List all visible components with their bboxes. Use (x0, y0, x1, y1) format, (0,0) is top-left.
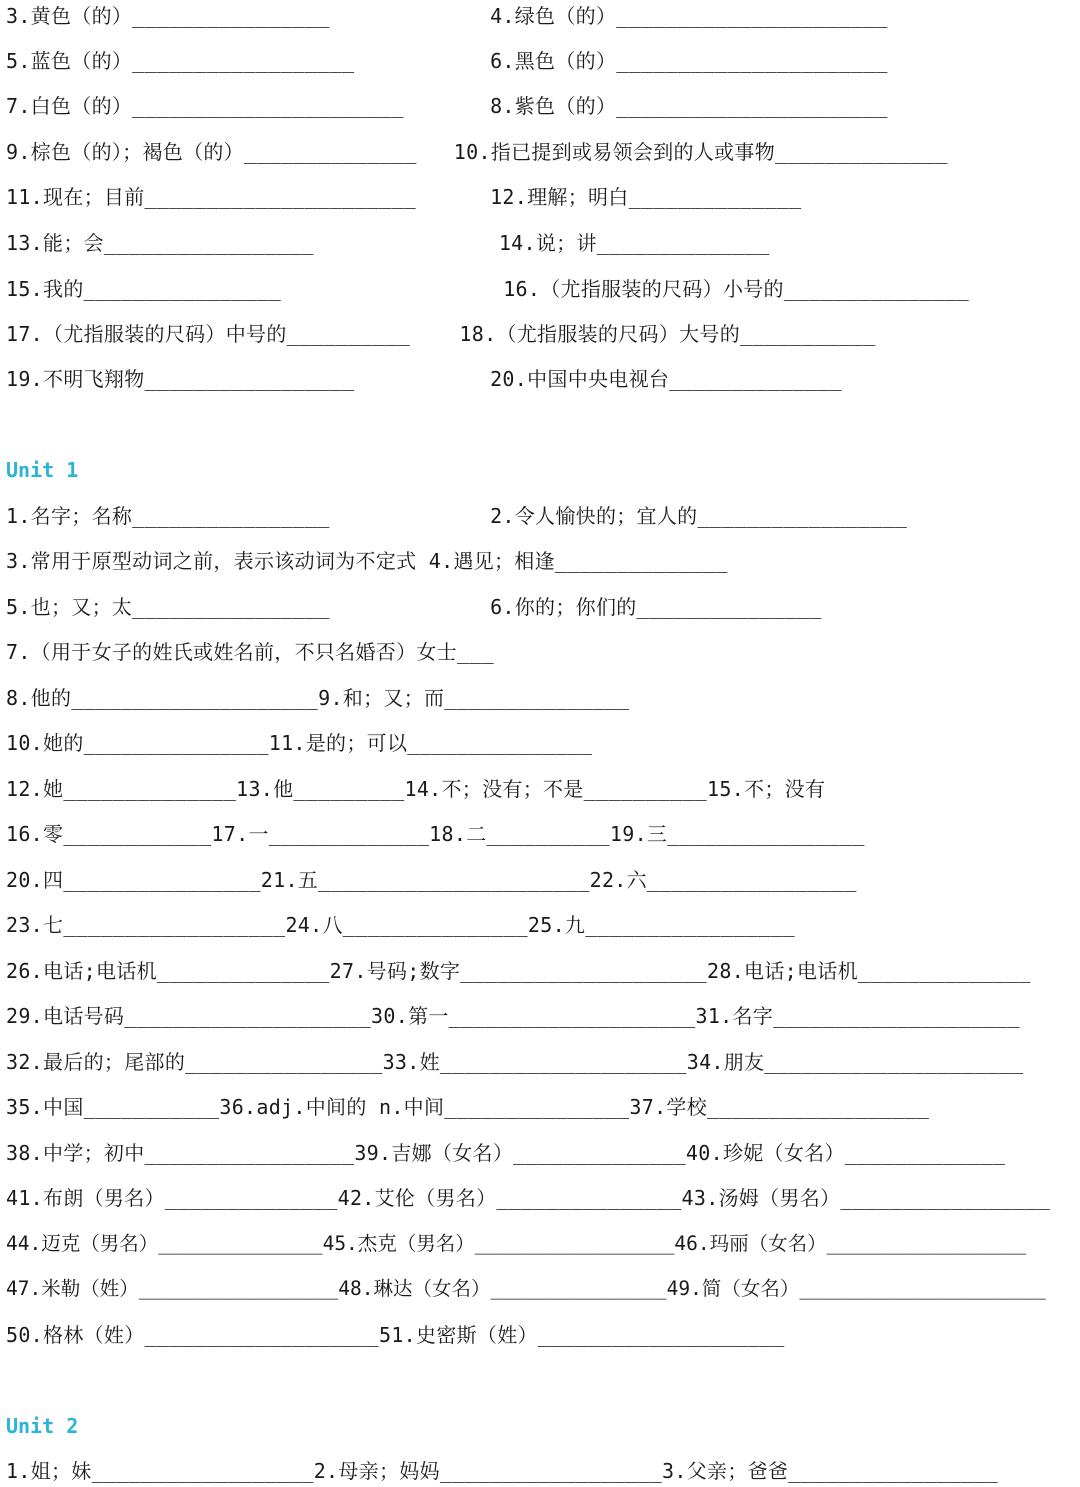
vocab-line: 20.四________________21.五______________________22.六_________________ (6, 868, 857, 892)
vocab-line: 35.中国___________36.adj.中间的 n.中间_______________37.学校__________________ (6, 1095, 930, 1119)
vocab-line: 41.布朗（男名）______________42.艾伦（男名）_______________43.汤姆（男名）_________________ (6, 1186, 1051, 1210)
vocab-line: 38.中学；初中_________________39.吉娜（女名）______________40.珍妮（女名）_____________ (6, 1141, 1006, 1165)
vocab-line: 7.（用于女子的姓氏或姓名前，不只名婚否）女士___ (6, 640, 495, 664)
vocab-line: 11.现在；目前______________________ 12.理解；明白______________ (6, 185, 802, 209)
vocab-line: 3.常用于原型动词之前，表示该动词为不定式 4.遇见；相逢______________ (6, 549, 728, 573)
vocab-line: 12.她______________13.他_________14.不；没有；不是__________15.不；没有 (6, 777, 826, 801)
vocab-line: 17.（尤指服装的尺码）中号的__________ 18.（尤指服装的尺码）大号的___________ (6, 322, 876, 346)
vocab-line: 29.电话号码____________________30.第一____________________31.名字____________________ (6, 1004, 1020, 1028)
vocab-line: 3.黄色（的）________________ 4.绿色（的）______________________ (6, 4, 888, 28)
vocab-line: 23.七__________________24.八_______________25.九_________________ (6, 913, 796, 937)
vocab-line: 26.电话;电话机______________27.号码;数字____________________28.电话;电话机______________ (6, 959, 1031, 983)
unit-1-heading: Unit 1 (6, 458, 79, 482)
vocab-line: 44.迈克（男名）______________45.杰克（男名）_________________46.玛丽（女名）_________________ (6, 1232, 1027, 1255)
vocab-line: 15.我的________________ 16.（尤指服装的尺码）小号的_______________ (6, 277, 969, 301)
vocab-line: 16.零____________17.一_____________18.二__________19.三________________ (6, 822, 865, 846)
vocab-line: 7.白色（的）______________________ 8.紫色（的）______________________ (6, 94, 888, 118)
vocab-line: 19.不明飞翔物_________________ 20.中国中央电视台______________ (6, 367, 842, 391)
vocab-line: 13.能；会_________________ 14.说；讲______________ (6, 231, 770, 255)
vocab-line: 9.棕色（的）；褐色（的）______________ 10.指已提到或易领会到的人或事物______________ (6, 140, 948, 164)
unit-2-heading: Unit 2 (6, 1414, 79, 1438)
vocab-line: 32.最后的；尾部的________________33.姓____________________34.朋友_____________________ (6, 1050, 1024, 1074)
vocab-line: 5.也；又；太________________ 6.你的；你们的_______________ (6, 595, 822, 619)
vocab-line: 10.她的_______________11.是的；可以_______________ (6, 731, 593, 755)
vocab-line: 1.名字；名称________________ 2.令人愉快的；宜人的_________________ (6, 504, 908, 528)
vocab-line: 5.蓝色（的）__________________ 6.黑色（的）______________________ (6, 49, 888, 73)
vocab-line: 50.格林（姓）___________________51.史密斯（姓）____________________ (6, 1323, 785, 1347)
vocab-line: 47.米勒（姓）_________________48.琳达（女名）_______________49.简（女名）_____________________ (6, 1277, 1046, 1300)
vocab-line: 8.他的____________________9.和；又；而_______________ (6, 686, 630, 710)
vocab-line: 1.姐；妹__________________2.母亲；妈妈__________________3.父亲；爸爸_________________ (6, 1459, 999, 1483)
